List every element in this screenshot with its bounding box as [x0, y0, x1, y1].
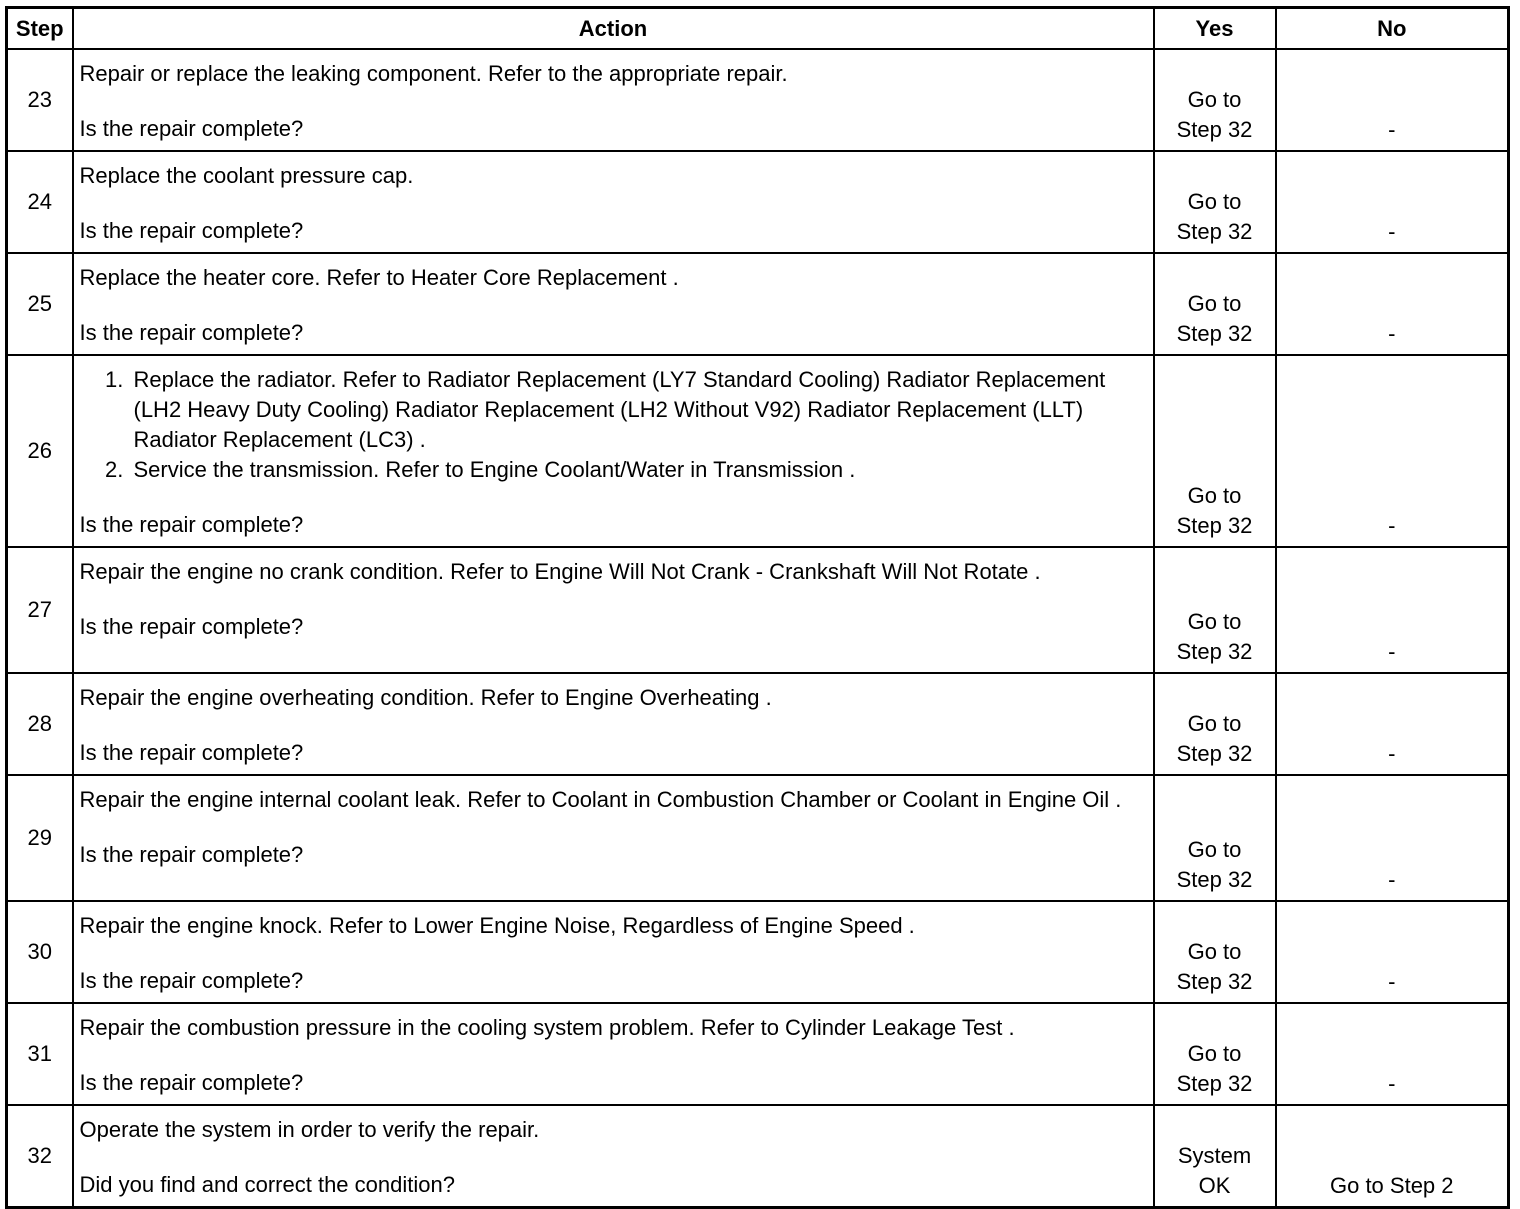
yes-line: Step 32 [1176, 969, 1253, 994]
step-number: 23 [7, 49, 73, 151]
table-row [7, 355, 1509, 547]
action-text: Repair or replace the leaking component. Refer to the appropriate repair. [79, 61, 788, 86]
step-action [73, 253, 1154, 355]
yes-line: Go to [1187, 939, 1242, 964]
yes-line: Step 32 [1176, 1071, 1253, 1096]
action-question: Is the repair complete? [79, 740, 304, 765]
action-question: Is the repair complete? [79, 218, 304, 243]
table-row [7, 253, 1509, 355]
action-question: Is the repair complete? [79, 116, 304, 141]
yes-result [1154, 901, 1276, 1003]
no-result: - [1276, 151, 1509, 253]
list-item: 1. Replace the radiator. Refer to Radiator Replacement (LY7 Standard Cooling) Radiator Replacement (LH2 Heavy Duty Cooling) Radiator Replacement (LH2 Without V92) Radiator Replacement (LLT) Radiator Replacement (LC3) . [130, 365, 1147, 455]
yes-line: Go to [1187, 291, 1242, 316]
table-row [7, 673, 1509, 775]
step-number: 30 [7, 901, 73, 1003]
yes-line: Step 32 [1176, 513, 1253, 538]
no-result: - [1276, 355, 1509, 547]
header-no: No [1276, 8, 1509, 50]
diagnostic-steps-table [5, 6, 1510, 1209]
step-number: 29 [7, 775, 73, 901]
action-question: Is the repair complete? [79, 968, 304, 993]
yes-result [1154, 355, 1276, 547]
action-question: Is the repair complete? [79, 512, 304, 537]
table-row [7, 1105, 1509, 1208]
yes-result [1154, 673, 1276, 775]
yes-line: Go to [1187, 609, 1242, 634]
yes-line: Go to [1187, 87, 1242, 112]
yes-line: Go to [1187, 189, 1242, 214]
table-row [7, 1003, 1509, 1105]
step-number: 27 [7, 547, 73, 673]
header-yes: Yes [1154, 8, 1276, 50]
yes-result [1154, 49, 1276, 151]
table-row [7, 151, 1509, 253]
header-action: Action [73, 8, 1154, 50]
action-question: Did you find and correct the condition? [79, 1172, 455, 1197]
yes-line: Step 32 [1176, 639, 1253, 664]
step-number: 32 [7, 1105, 73, 1208]
action-text: Replace the heater core. Refer to Heater Core Replacement . [79, 265, 679, 290]
action-text: Operate the system in order to verify the repair. [79, 1117, 540, 1142]
yes-line: Step 32 [1176, 741, 1253, 766]
yes-result [1154, 1003, 1276, 1105]
step-number: 24 [7, 151, 73, 253]
step-action [73, 775, 1154, 901]
action-text: Repair the engine internal coolant leak. Refer to Coolant in Combustion Chamber or Coolant in Engine Oil . [79, 787, 1122, 812]
action-question: Is the repair complete? [79, 1070, 304, 1095]
no-result: - [1276, 673, 1509, 775]
header-step: Step [7, 8, 73, 50]
action-question: Is the repair complete? [79, 614, 304, 639]
no-result: - [1276, 49, 1509, 151]
yes-line: OK [1198, 1173, 1231, 1198]
header-row [7, 8, 1509, 50]
action-text: Repair the engine overheating condition. Refer to Engine Overheating . [79, 685, 772, 710]
step-action [73, 355, 1154, 547]
action-list [80, 365, 1147, 485]
yes-result [1154, 151, 1276, 253]
yes-result [1154, 1105, 1276, 1208]
action-text: Repair the engine no crank condition. Refer to Engine Will Not Crank - Crankshaft Will Not Rotate . [79, 559, 1041, 584]
yes-result [1154, 253, 1276, 355]
yes-line: Go to [1187, 711, 1242, 736]
action-text: Replace the coolant pressure cap. [79, 163, 414, 188]
yes-line: Go to [1187, 483, 1242, 508]
no-result: Go to Step 2 [1276, 1105, 1509, 1208]
step-action [73, 547, 1154, 673]
table-row [7, 775, 1509, 901]
step-action [73, 901, 1154, 1003]
step-number: 26 [7, 355, 73, 547]
no-result: - [1276, 547, 1509, 673]
action-question: Is the repair complete? [79, 842, 304, 867]
yes-line: Step 32 [1176, 219, 1253, 244]
step-action [73, 151, 1154, 253]
yes-line: Go to [1187, 837, 1242, 862]
step-number: 28 [7, 673, 73, 775]
no-result: - [1276, 901, 1509, 1003]
yes-line: Step 32 [1176, 117, 1253, 142]
step-number: 31 [7, 1003, 73, 1105]
yes-line: Step 32 [1176, 321, 1253, 346]
yes-line: Step 32 [1176, 867, 1253, 892]
action-text: Repair the engine knock. Refer to Lower Engine Noise, Regardless of Engine Speed . [79, 913, 915, 938]
step-action [73, 673, 1154, 775]
action-question: Is the repair complete? [79, 320, 304, 345]
step-action [73, 49, 1154, 151]
list-item: 2. Service the transmission. Refer to Engine Coolant/Water in Transmission . [130, 455, 1147, 485]
no-result: - [1276, 253, 1509, 355]
yes-line: Go to [1187, 1041, 1242, 1066]
no-result: - [1276, 775, 1509, 901]
yes-result [1154, 547, 1276, 673]
table-row [7, 901, 1509, 1003]
step-action [73, 1003, 1154, 1105]
table-row [7, 547, 1509, 673]
table-row [7, 49, 1509, 151]
yes-line: System [1177, 1143, 1252, 1168]
step-number: 25 [7, 253, 73, 355]
action-text: Repair the combustion pressure in the cooling system problem. Refer to Cylinder Leakage Test . [79, 1015, 1015, 1040]
yes-result [1154, 775, 1276, 901]
no-result: - [1276, 1003, 1509, 1105]
step-action [73, 1105, 1154, 1208]
